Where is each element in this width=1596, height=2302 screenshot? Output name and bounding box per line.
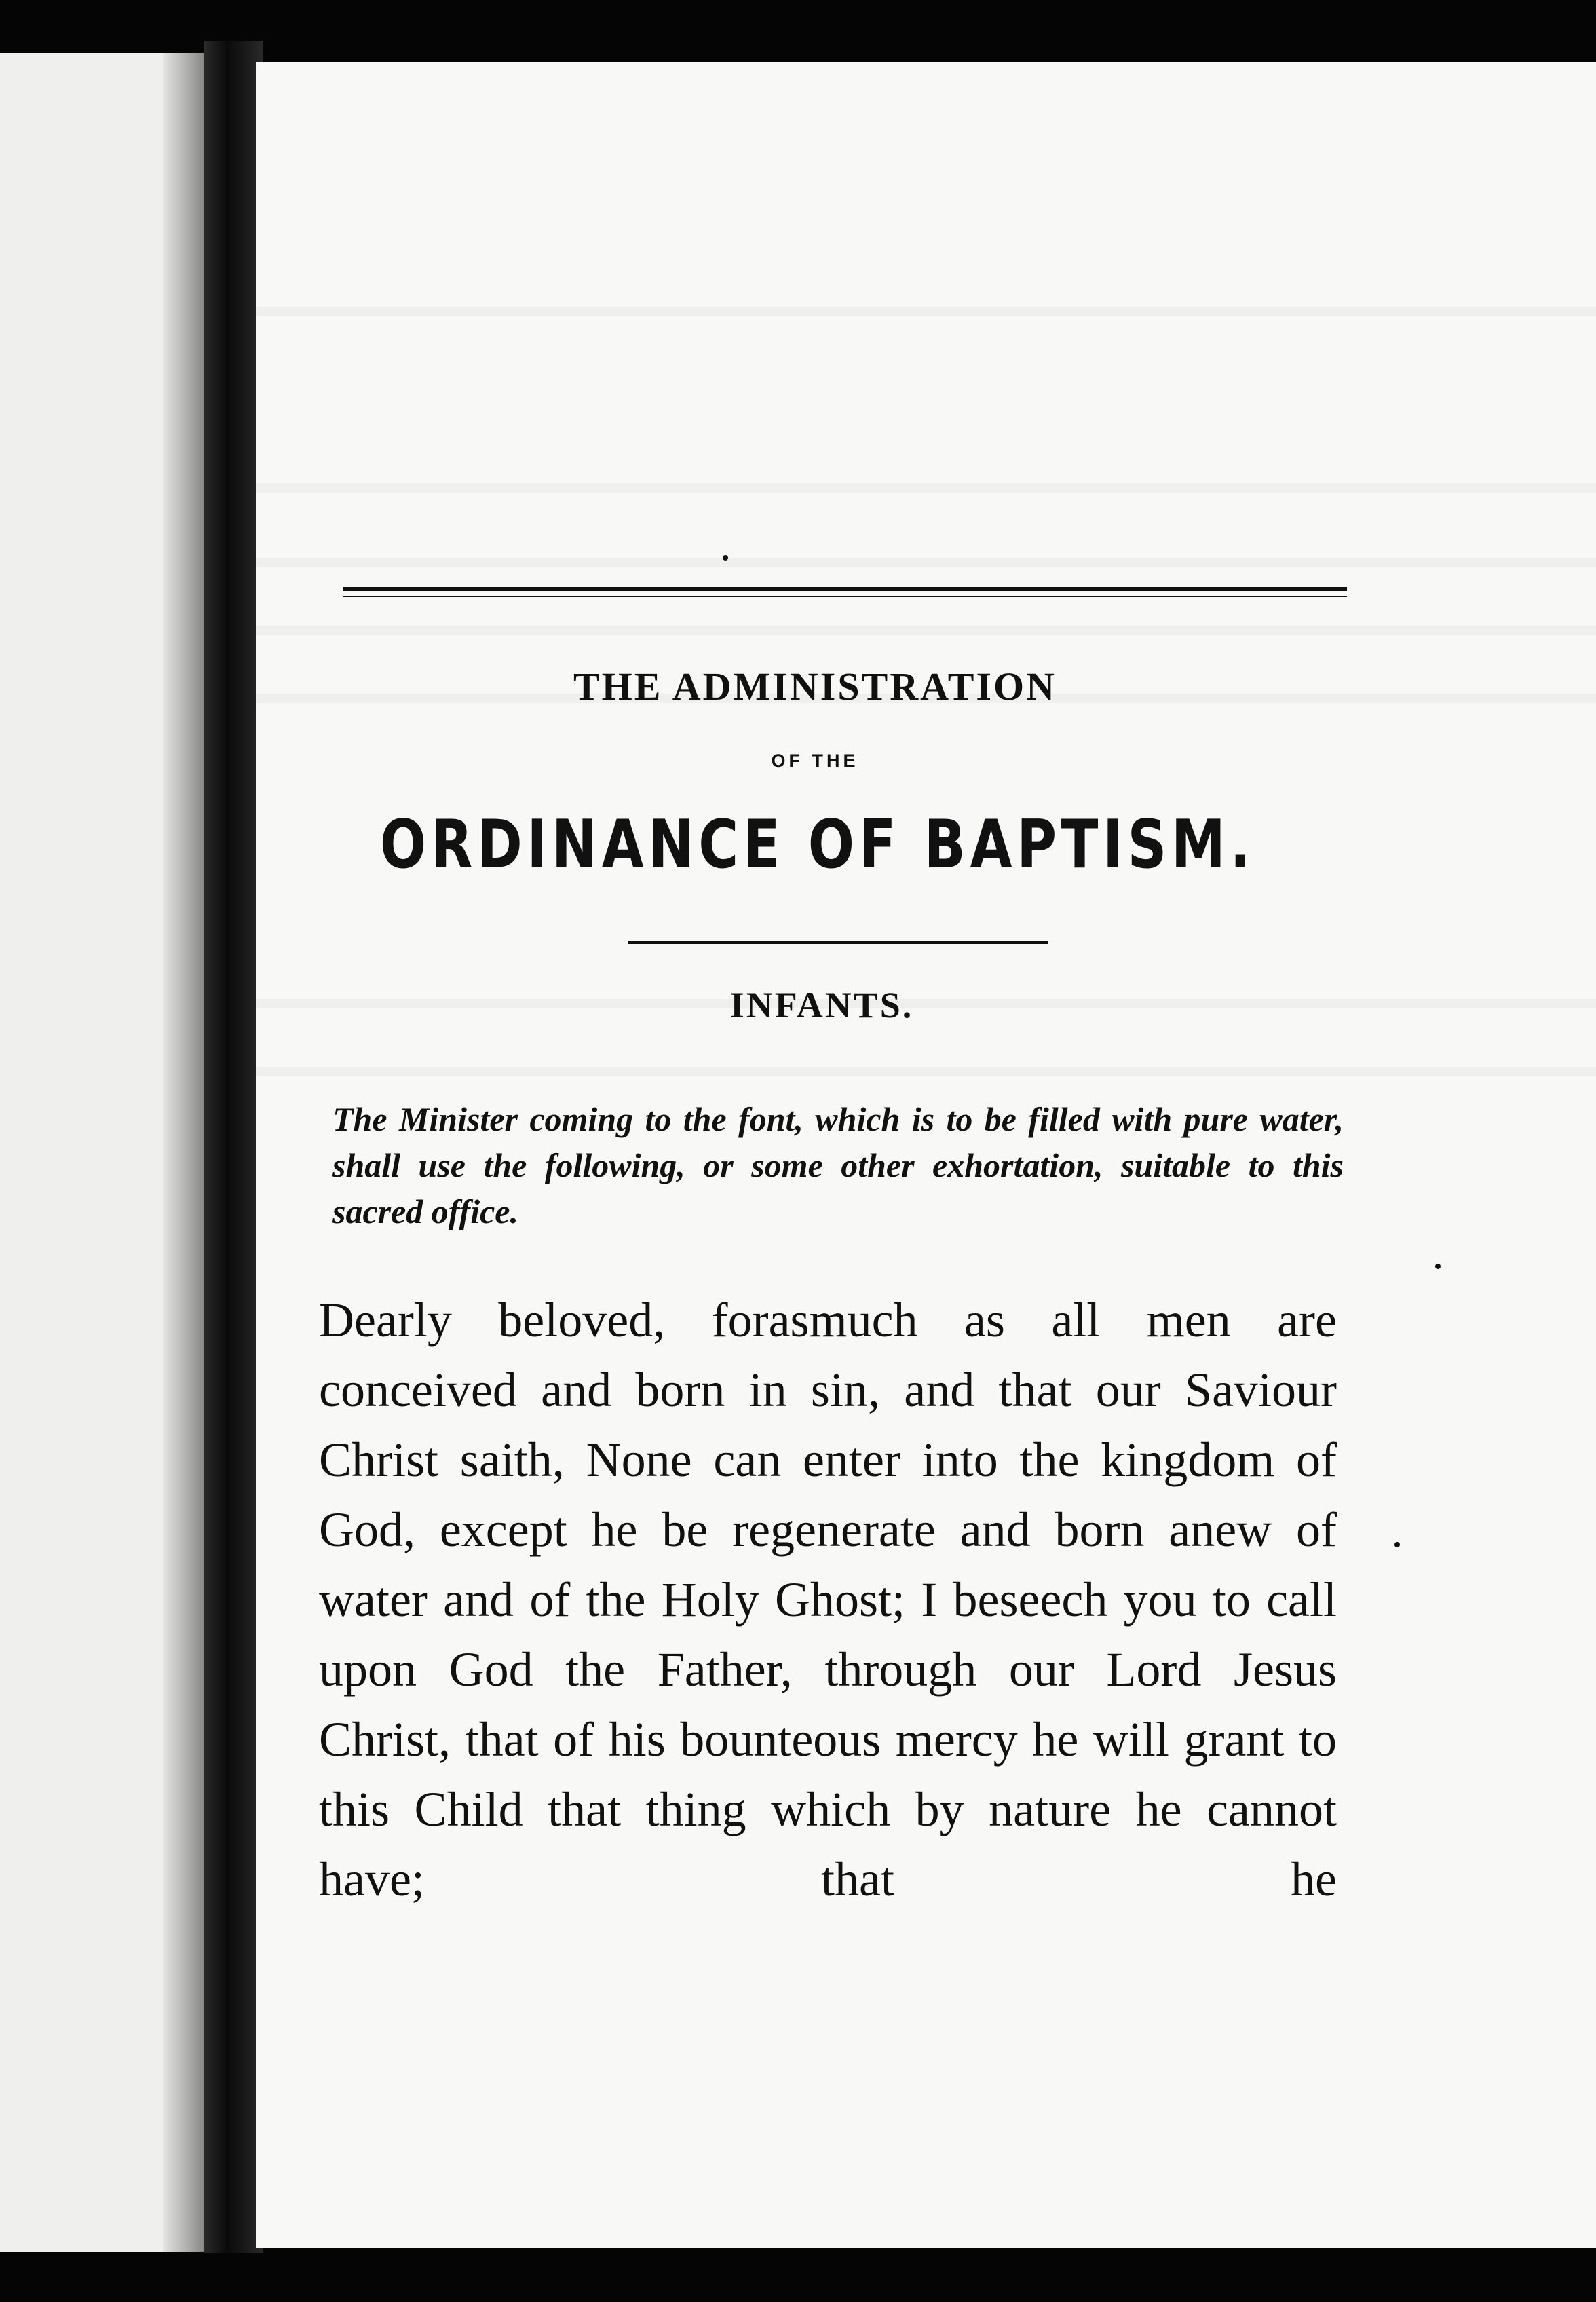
speck bbox=[723, 555, 728, 561]
title-underline bbox=[628, 941, 1048, 944]
show-through-line bbox=[256, 483, 1596, 493]
page-title: ORDINANCE OF BAPTISM. bbox=[379, 806, 1255, 884]
section-heading: INFANTS. bbox=[729, 985, 914, 1025]
speck bbox=[1435, 1264, 1441, 1269]
left-page bbox=[0, 53, 204, 2252]
show-through-line bbox=[256, 558, 1596, 567]
speck bbox=[1394, 1542, 1400, 1547]
rubric-instruction: The Minister coming to the font, which is to be filled with pure water, shall use the following, or some other exhortation, suitable to this sacred office. bbox=[332, 1100, 1344, 1230]
book-spine bbox=[204, 41, 263, 2253]
left-page-shadow bbox=[163, 53, 204, 2252]
top-rule-thick bbox=[343, 587, 1347, 591]
body-paragraph: Dearly beloved, forasmuch as all men are conceived and born in sin, and that our Saviour Christ saith, None can enter into the kingdom of God, except he be regenerate and born anew of water and of the Holy Ghost; I beseech you to call upon God the Father, through our Lord Jesus Christ, that of his bounteous mercy he will grant to this Child that thing which by nature he cannot have; that he bbox=[319, 1293, 1337, 1906]
show-through-line bbox=[256, 1067, 1596, 1076]
title-line-2: OF THE bbox=[771, 751, 859, 771]
show-through-line bbox=[256, 307, 1596, 316]
top-rule-thin bbox=[343, 596, 1347, 597]
show-through-line bbox=[256, 626, 1596, 635]
title-line-1: THE ADMINISTRATION bbox=[573, 664, 1057, 709]
